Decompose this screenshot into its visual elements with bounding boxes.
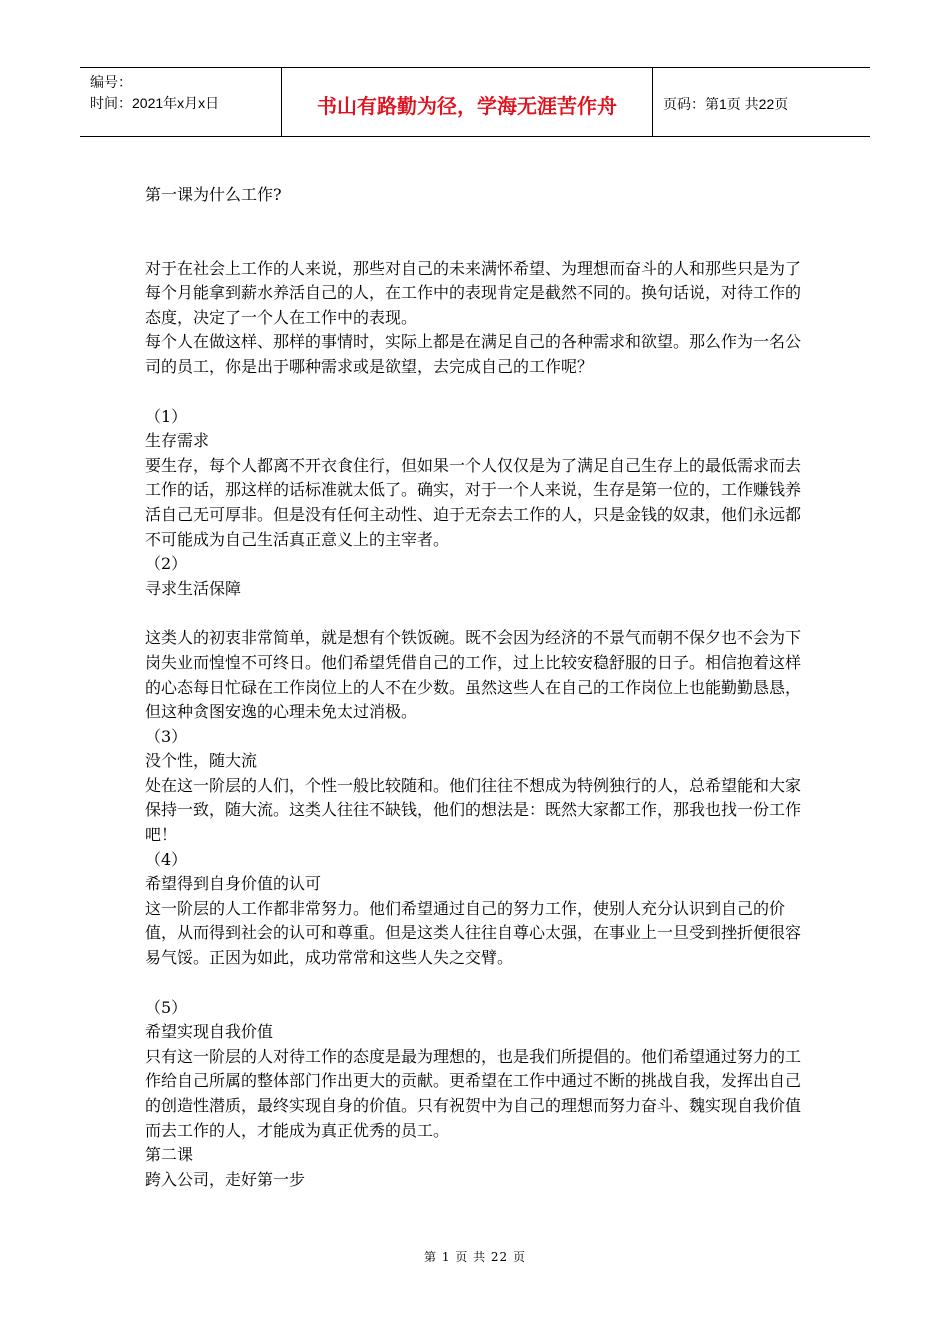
section-number: （5） <box>145 997 188 1017</box>
section-number: （1） <box>145 406 188 426</box>
document-body <box>145 183 815 1192</box>
lesson2-heading: 跨入公司，走好第一步 <box>145 1169 306 1189</box>
section-heading: 生存需求 <box>145 431 210 451</box>
header-motto: 书山有路勤为径，学海无涯苦作舟 <box>281 68 653 136</box>
section-number: （4） <box>145 849 188 869</box>
intro-paragraph: 对于在社会上工作的人来说，那些对自己的未来满怀希望、为理想而奋斗的人和那些只是为了每个月能拿到薪水养活自己的人，在工作中的表现肯定是截然不同的。换句话说，对待工作的态度，决定了一个人在工作中的表现。 <box>145 258 802 327</box>
header-meta <box>80 68 281 136</box>
header-page-info: 页码：第1页 共22页 <box>663 96 789 112</box>
section-heading: 没个性，随大流 <box>145 751 258 771</box>
section-text: 处在这一阶层的人们，个性一般比较随和。他们往往不想成为特例独行的人，总希望能和大家保持一致，随大流。这类人往往不缺钱，他们的想法是：既然大家都工作，那我也找一份工作吧！ <box>145 775 802 845</box>
section-text: 这类人的初衷非常简单，就是想有个铁饭碗。既不会因为经济的不景气而朝不保夕也不会为下岗失业而惶惶不可终日。他们希望凭借自己的工作，过上比较安稳舒服的日子。相信抱着这样的心态每日忙碌在工作岗位上的人不在少数。虽然这些人在自己的工作岗位上也能勤勤恳恳，但这种贪图安逸的心理未免太过消极。 <box>145 628 802 722</box>
serial-label: 编号： <box>90 74 132 90</box>
lesson-title: 第一课为什么工作? <box>145 185 282 204</box>
section-number: （3） <box>145 726 188 746</box>
intro-paragraph: 每个人在做这样、那样的事情时，实际上都是在满足自己的各种需求和欲望。那么作为一名公司的员工，你是出于哪种需求或是欲望，去完成自己的工作呢？ <box>145 332 802 376</box>
lesson2-title: 第二课 <box>145 1145 194 1165</box>
page-footer: 第 1 页 共 22 页 <box>424 1250 526 1264</box>
section-heading: 寻求生活保障 <box>145 578 242 598</box>
section-text: 只有这一阶层的人对待工作的态度是最为理想的，也是我们所提倡的。他们希望通过努力的工作给自己所属的整体部门作出更大的贡献。更希望在工作中通过不断的挑战自我，发挥出自己的创造性潜质，最终实现自身的价值。只有祝贺中为自己的理想而努力奋斗、魏实现自我价值而去工作的人，才能成为真正优秀的员工。 <box>145 1046 802 1140</box>
page-header <box>80 67 870 137</box>
section-text: 这一阶层的人工作都非常努力。他们希望通过自己的努力工作，使别人充分认识到自己的价值，从而得到社会的认可和尊重。但是这类人往往自尊心太强，在事业上一旦受到挫折便很容易气馁。正因为如此，成功常常和这些人失之交臂。 <box>145 898 802 968</box>
date-label: 时间：2021年x月x日 <box>90 95 220 111</box>
section-text: 要生存，每个人都离不开衣食住行，但如果一个人仅仅是为了满足自己生存上的最低需求而去工作的话，那这样的话标准就太低了。确实，对于一个人来说，生存是第一位的，工作赚钱养活自己无可厚非。但是没有任何主动性、迫于无奈去工作的人，只是金钱的奴隶，他们永远都不可能成为自己生活真正意义上的主宰者。 <box>145 455 802 549</box>
section-number: （2） <box>145 554 188 574</box>
section-heading: 希望得到自身价值的认可 <box>145 874 322 894</box>
section-heading: 希望实现自我价值 <box>145 1022 274 1042</box>
